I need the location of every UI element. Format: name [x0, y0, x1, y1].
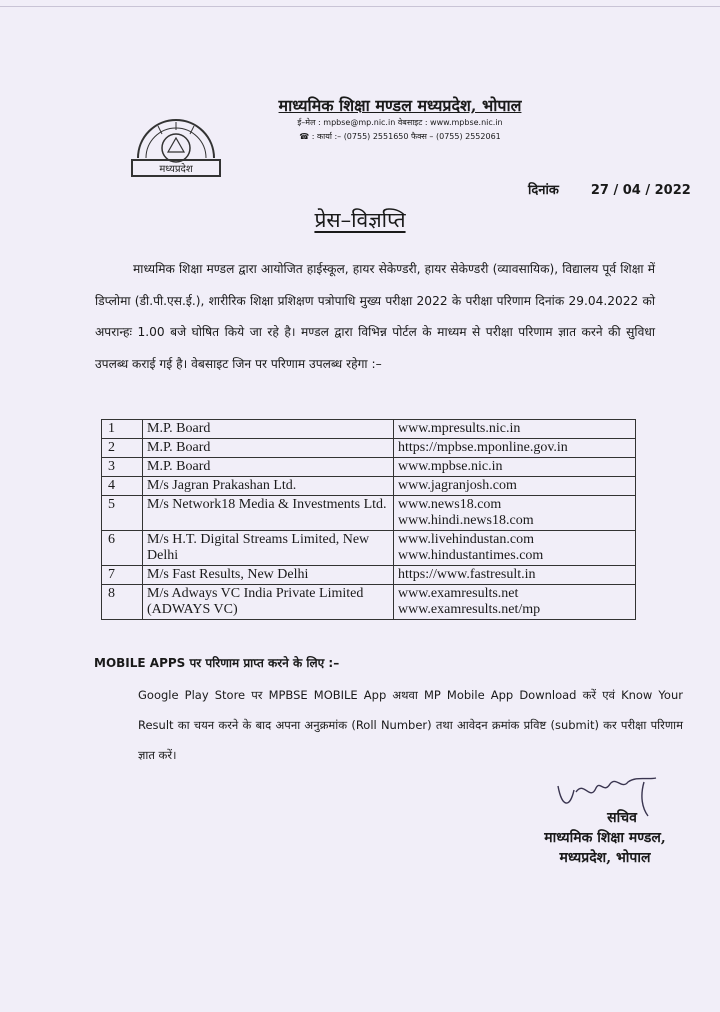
mobile-apps-heading: MOBILE APPS पर परिणाम प्राप्त करने के लिए :–	[94, 656, 340, 670]
row-number: 8	[102, 585, 143, 620]
provider-name: M.P. Board	[143, 458, 394, 477]
letterhead	[230, 96, 570, 144]
provider-name: M/s H.T. Digital Streams Limited, New Delhi	[143, 531, 394, 566]
provider-name: M/s Network18 Media & Investments Ltd.	[143, 496, 394, 531]
table-row	[102, 477, 636, 496]
contact-phone-fax: ☎ : कार्या :– (0755) 2551650 फैक्स – (0755) 2552061	[299, 132, 501, 141]
result-portals-table	[101, 419, 636, 620]
website-cell	[394, 585, 636, 620]
signatory-block	[520, 808, 690, 868]
signatory-organization: माध्यमिक शिक्षा मण्डल,	[544, 830, 666, 846]
contact-email-website: ई–मेल : mpbse@mp.nic.in वेबसाइट : www.mpbse.nic.in	[297, 118, 503, 127]
provider-name: M.P. Board	[143, 439, 394, 458]
website-cell	[394, 477, 636, 496]
website-cell	[394, 458, 636, 477]
provider-name: M.P. Board	[143, 420, 394, 439]
signatory-title: सचिव	[607, 810, 637, 826]
website-link[interactable]: www.examresults.net	[398, 586, 519, 601]
document-title: प्रेस–विज्ञप्ति	[314, 208, 406, 232]
website-cell	[394, 496, 636, 531]
board-seal-logo	[124, 112, 228, 178]
table-row	[102, 496, 636, 531]
row-number: 6	[102, 531, 143, 566]
row-number: 2	[102, 439, 143, 458]
row-number: 7	[102, 566, 143, 585]
website-link[interactable]: www.hindi.news18.com	[398, 513, 534, 528]
row-number: 1	[102, 420, 143, 439]
announcement-paragraph	[95, 254, 655, 380]
website-cell	[394, 566, 636, 585]
website-link[interactable]: www.hindustantimes.com	[398, 548, 544, 563]
row-number: 4	[102, 477, 143, 496]
signatory-place: मध्यप्रदेश, भोपाल	[559, 850, 651, 866]
table-row	[102, 585, 636, 620]
website-link[interactable]: www.examresults.net/mp	[398, 602, 541, 617]
website-link[interactable]: www.mpresults.nic.in	[398, 421, 521, 436]
top-border-line	[0, 6, 720, 7]
date-line	[528, 180, 691, 198]
announcement-text: माध्यमिक शिक्षा मण्डल द्वारा आयोजित हाईस्कूल, हायर सेकेण्डरी, हायर सेकेण्डरी (व्यावसायिक), विद्यालय पूर्व शिक्षा में डिप्लोमा (डी.पी.एस.ई.), शारीरिक शिक्षा प्रशिक्षण पत्रोपाधि मुख्य परीक्षा 2022 के परीक्षा परिणाम दिनांक 29.04.2022 को अपरान्हः 1.00 बजे घोषित किये जा रहे है। मण्डल द्वारा विभिन्न पोर्टल के माध्यम से परीक्षा परिणाम ज्ञात करने की सुविधा उपलब्ध कराई गई है। वेबसाइट जिन पर परिणाम उपलब्ध रहेगा :–	[95, 262, 655, 371]
website-link[interactable]: https://mpbse.mponline.gov.in	[398, 440, 568, 455]
website-cell	[394, 420, 636, 439]
date-value: 27 / 04 / 2022	[590, 183, 691, 198]
website-link[interactable]: www.jagranjosh.com	[398, 478, 517, 493]
organization-name: माध्यमिक शिक्षा मण्डल मध्यप्रदेश, भोपाल	[278, 96, 522, 115]
table-row	[102, 566, 636, 585]
website-link[interactable]: https://www.fastresult.in	[398, 567, 536, 582]
website-link[interactable]: www.news18.com	[398, 497, 502, 512]
table-row	[102, 420, 636, 439]
table-row	[102, 458, 636, 477]
website-cell	[394, 439, 636, 458]
row-number: 5	[102, 496, 143, 531]
provider-name: M/s Adways VC India Private Limited (ADWAYS VC)	[143, 585, 394, 620]
provider-name: M/s Jagran Prakashan Ltd.	[143, 477, 394, 496]
website-cell	[394, 531, 636, 566]
svg-text:मध्यप्रदेश: मध्यप्रदेश	[159, 164, 193, 175]
provider-name: M/s Fast Results, New Delhi	[143, 566, 394, 585]
table-row	[102, 531, 636, 566]
mobile-apps-instructions: Google Play Store पर MPBSE MOBILE App अथवा MP Mobile App Download करें एवं Know Your Result का चयन करने के बाद अपना अनुक्रमांक (Roll Number) तथा आवेदन क्रमांक प्रविष्ट (submit) कर परीक्षा परिणाम ज्ञात करें।	[138, 688, 683, 762]
website-link[interactable]: www.mpbse.nic.in	[398, 459, 503, 474]
website-link[interactable]: www.livehindustan.com	[398, 532, 534, 547]
table-row	[102, 439, 636, 458]
row-number: 3	[102, 458, 143, 477]
date-label: दिनांक	[528, 183, 559, 198]
